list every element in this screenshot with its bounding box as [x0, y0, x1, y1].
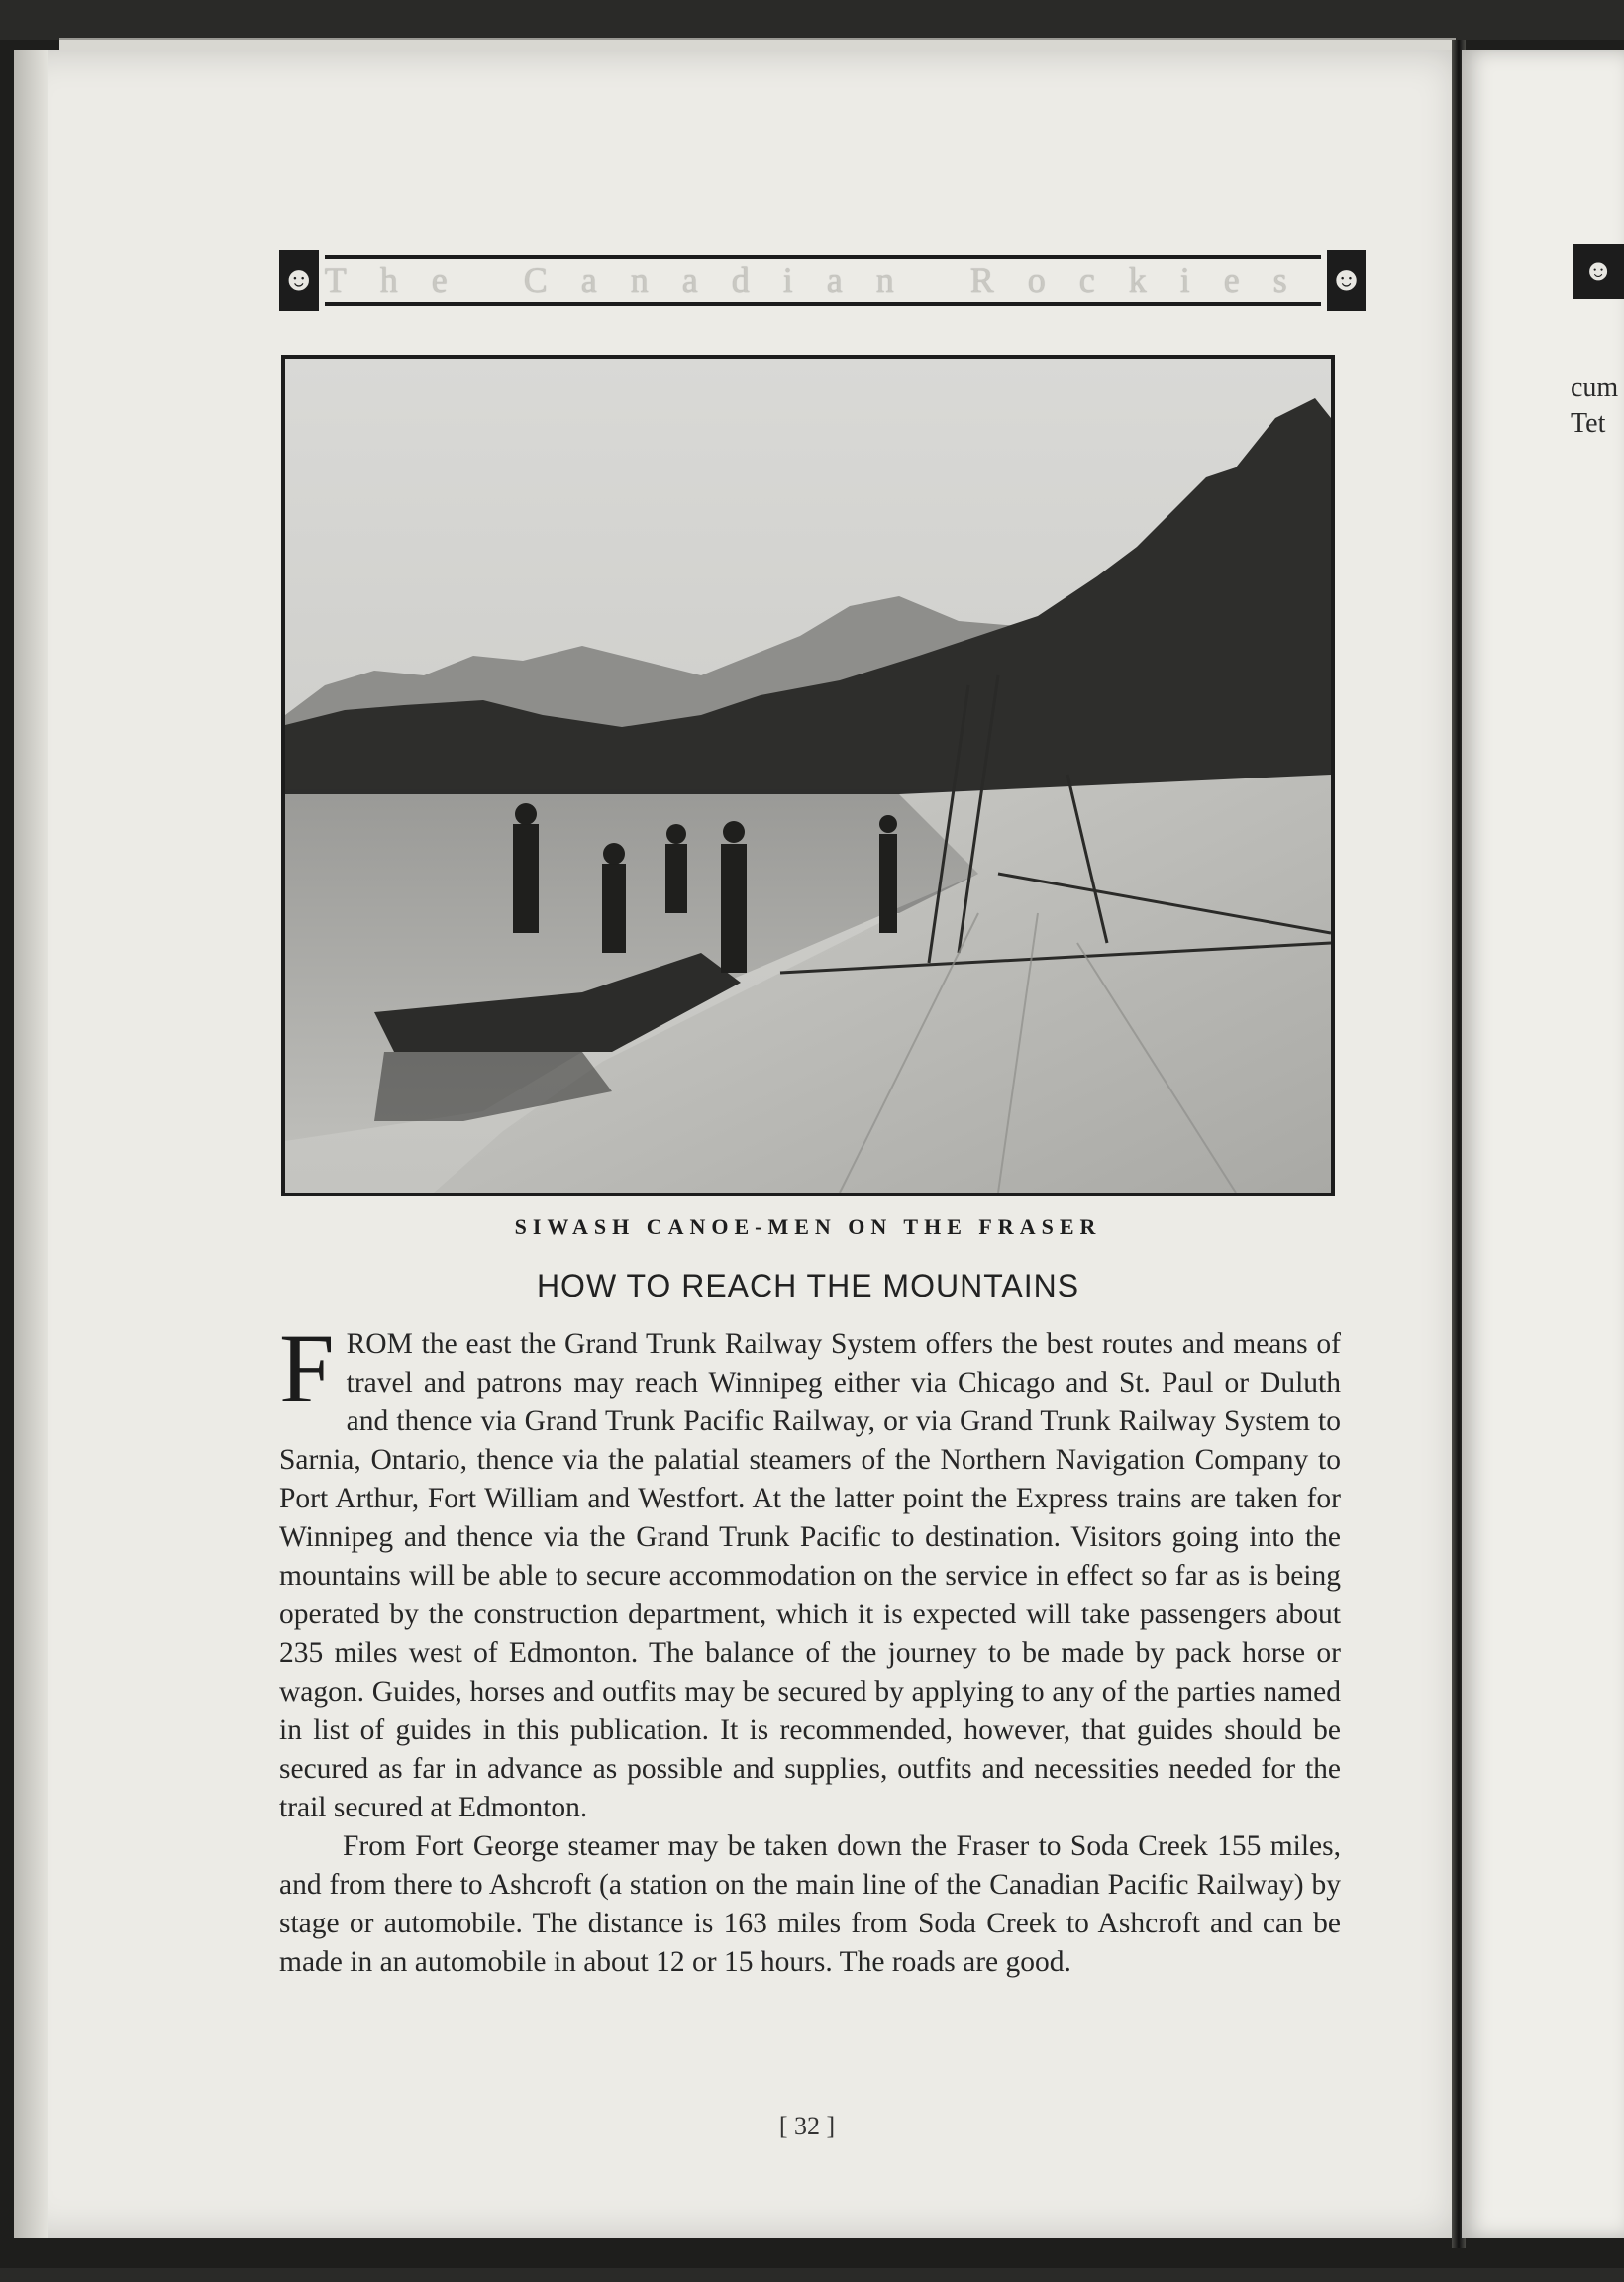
- photo-caption: SIWASH CANOE-MEN ON THE FRASER: [514, 1214, 1102, 1239]
- indian-head-icon: ☻: [1573, 244, 1624, 299]
- drop-cap: F: [279, 1313, 335, 1423]
- right-page-line: cum: [1571, 372, 1619, 403]
- running-header: [279, 252, 1365, 309]
- indian-head-icon: ☻: [1327, 250, 1367, 311]
- running-header-bar: [325, 255, 1321, 306]
- running-header-title: The Canadian Rockies: [324, 260, 1321, 300]
- indian-head-icon: ☻: [279, 250, 319, 311]
- section-heading: HOW TO REACH THE MOUNTAINS: [536, 1268, 1080, 1303]
- photograph: [281, 355, 1335, 1196]
- right-page-line: Tet: [1571, 408, 1606, 439]
- paragraph-2: From Fort George steamer may be taken down the Fraser to Soda Creek 155 miles, and from there to Ashcroft (a station on the main line of the Canadian Pacific Railway) by stage or automobile. The distance is 163 miles from Soda Creek to Ashcroft and can be made in an automobile in about 12 or 15 hours. The roads are good.: [279, 1830, 1341, 1978]
- paragraph-1: [279, 1313, 1341, 1827]
- paragraph-1-text: ROM the east the Grand Trunk Railway System offers the best routes and means of travel and patrons may reach Winnipeg either via Chicago and St. Paul or Duluth and thence via Grand Trunk Pacific Railway, or via Grand Trunk Railway System to Sarnia, Ontario, thence via the palatial steamers of the Northern Navigation Company to Port Arthur, Fort William and Westfort. At the latter point the Express trains are taken for Winnipeg and thence via the Grand Trunk Pacific to destination. Visitors going into the mountains will be able to secure accommodation on the service in effect so far as is being operated by the construction department, which it is expected will take passengers about 235 miles west of Edmonton. The balance of the journey to be made by pack horse or wagon. Guides, horses and outfits may be secured by applying to any of the parties named in list of guides in this publication. It is recommended, however, that guides should be secured as far in advance as possible and supplies, outfits and necessities needed for the trail secured at Edmonton.: [279, 1328, 1341, 1823]
- page-number: [ 32 ]: [778, 2112, 836, 2140]
- canoe-men-photo: [285, 359, 1331, 1193]
- body-text: [279, 1313, 1341, 1982]
